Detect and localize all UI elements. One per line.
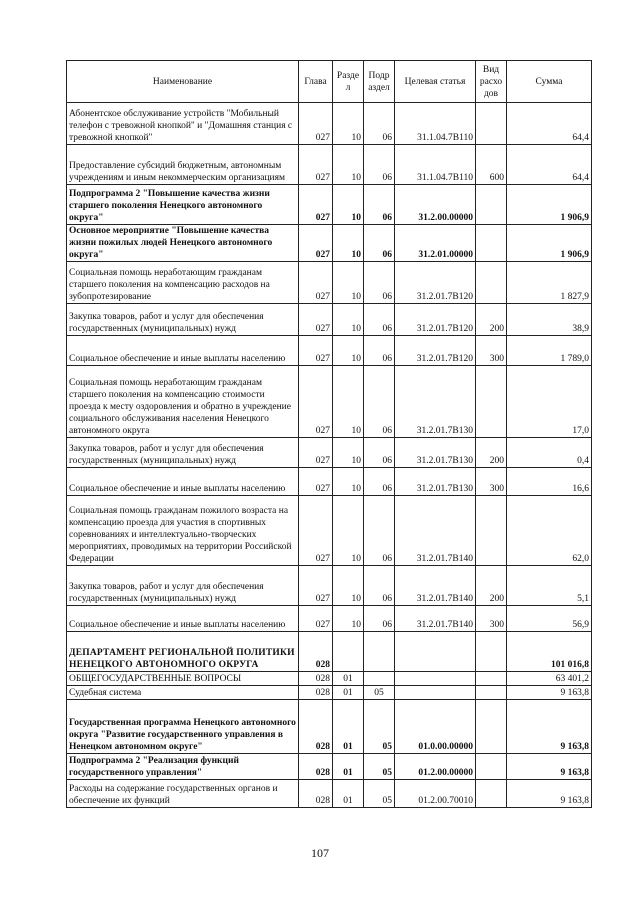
- row-vid: [476, 700, 507, 754]
- row-podrazdel: 05: [364, 686, 395, 700]
- row-razdel: 10: [333, 468, 364, 496]
- row-glava: 027: [299, 496, 333, 566]
- table-row: [67, 566, 592, 606]
- row-target: 01.0.00.00000: [395, 700, 476, 754]
- row-vid: [476, 262, 507, 304]
- header-razdel: Разде л: [333, 61, 364, 103]
- row-target: 01.2.00.70010: [395, 780, 476, 808]
- row-sum: 101 016,8: [507, 632, 592, 672]
- table-row: [67, 496, 592, 566]
- row-razdel: 01: [333, 780, 364, 808]
- row-target: 31.2.01.7В130: [395, 366, 476, 438]
- table-row: [67, 754, 592, 780]
- table-row: [67, 185, 592, 225]
- table-row: [67, 366, 592, 438]
- row-razdel: 10: [333, 145, 364, 185]
- row-sum: 64,4: [507, 103, 592, 145]
- table-row: [67, 336, 592, 366]
- row-razdel: 10: [333, 262, 364, 304]
- row-sum: 63 401,2: [507, 672, 592, 686]
- row-target: 31.2.00.00000: [395, 185, 476, 225]
- row-sum: 16,6: [507, 468, 592, 496]
- row-glava: 028: [299, 754, 333, 780]
- row-glava: 027: [299, 185, 333, 225]
- row-sum: 56,9: [507, 606, 592, 632]
- table-row: [67, 780, 592, 808]
- row-sum: 5,1: [507, 566, 592, 606]
- row-podrazdel: 06: [364, 606, 395, 632]
- row-name: Закупка товаров, работ и услуг для обеспечения государственных (муниципальных) нужд: [67, 566, 299, 606]
- row-podrazdel: 06: [364, 468, 395, 496]
- row-target: 31.2.01.7В140: [395, 606, 476, 632]
- row-razdel: 10: [333, 336, 364, 366]
- table-row: [67, 304, 592, 336]
- row-vid: 600: [476, 145, 507, 185]
- row-name: Социальная помощь неработающим гражданам старшего поколения на компенсацию расходов на зубопротезирование: [67, 262, 299, 304]
- row-glava: 027: [299, 336, 333, 366]
- row-sum: 1 906,9: [507, 185, 592, 225]
- row-vid: [476, 225, 507, 262]
- row-razdel: 01: [333, 686, 364, 700]
- row-glava: 028: [299, 700, 333, 754]
- row-sum: 62,0: [507, 496, 592, 566]
- table-row: [67, 632, 592, 672]
- table-row: [67, 672, 592, 686]
- row-vid: 200: [476, 566, 507, 606]
- row-glava: 028: [299, 672, 333, 686]
- row-target: 31.1.04.7В110: [395, 103, 476, 145]
- row-glava: 027: [299, 566, 333, 606]
- row-glava: 028: [299, 632, 333, 672]
- row-glava: 027: [299, 304, 333, 336]
- row-sum: 9 163,8: [507, 754, 592, 780]
- header-vid: Вид расхо дов: [476, 61, 507, 103]
- table-row: [67, 700, 592, 754]
- row-vid: [476, 366, 507, 438]
- row-podrazdel: 06: [364, 566, 395, 606]
- row-vid: 300: [476, 468, 507, 496]
- row-vid: [476, 754, 507, 780]
- row-target: 31.2.01.7В120: [395, 304, 476, 336]
- table-row: [67, 468, 592, 496]
- row-podrazdel: [364, 672, 395, 686]
- row-podrazdel: 06: [364, 225, 395, 262]
- table-row: [67, 103, 592, 145]
- row-name: Социальное обеспечение и иные выплаты населению: [67, 606, 299, 632]
- row-podrazdel: 06: [364, 145, 395, 185]
- header-glava: Глава: [299, 61, 333, 103]
- row-sum: 9 163,8: [507, 686, 592, 700]
- row-glava: 027: [299, 262, 333, 304]
- row-glava: 027: [299, 606, 333, 632]
- row-vid: [476, 496, 507, 566]
- page-number: 107: [311, 846, 329, 860]
- row-glava: 027: [299, 145, 333, 185]
- row-podrazdel: 06: [364, 336, 395, 366]
- row-razdel: 10: [333, 225, 364, 262]
- row-name: ОБЩЕГОСУДАРСТВЕННЫЕ ВОПРОСЫ: [67, 672, 299, 686]
- table-row: [67, 262, 592, 304]
- table-row: [67, 606, 592, 632]
- row-name: Закупка товаров, работ и услуг для обеспечения государственных (муниципальных) нужд: [67, 304, 299, 336]
- row-name: Расходы на содержание государственных органов и обеспечение их функций: [67, 780, 299, 808]
- row-glava: 027: [299, 468, 333, 496]
- row-podrazdel: 05: [364, 754, 395, 780]
- row-vid: [476, 686, 507, 700]
- row-name: Социальное обеспечение и иные выплаты населению: [67, 336, 299, 366]
- row-target: 31.2.01.7В130: [395, 438, 476, 468]
- row-vid: [476, 632, 507, 672]
- row-razdel: 10: [333, 103, 364, 145]
- row-name: Государственная программа Ненецкого автономного округа "Развитие государственного управления в Ненецком автономном округе": [67, 700, 299, 754]
- row-podrazdel: 06: [364, 304, 395, 336]
- row-vid: [476, 672, 507, 686]
- row-target: 31.1.04.7В110: [395, 145, 476, 185]
- row-name: Подпрограмма 2 "Повышение качества жизни старшего поколения Ненецкого автономного округа": [67, 185, 299, 225]
- row-name: Судебная система: [67, 686, 299, 700]
- row-vid: [476, 103, 507, 145]
- row-target: [395, 686, 476, 700]
- header-row: [67, 61, 592, 103]
- row-name: Социальная помощь неработающим гражданам старшего поколения на компенсацию стоимости проезда к месту оздоровления и обратно в учреждение социального обслуживания населения Ненецкого автономного округа: [67, 366, 299, 438]
- row-target: 31.2.01.7В140: [395, 496, 476, 566]
- row-glava: 028: [299, 780, 333, 808]
- row-podrazdel: 06: [364, 185, 395, 225]
- row-target: 31.2.01.7В140: [395, 566, 476, 606]
- row-sum: 38,9: [507, 304, 592, 336]
- row-razdel: 10: [333, 185, 364, 225]
- row-sum: 1 827,9: [507, 262, 592, 304]
- table-row: [67, 438, 592, 468]
- row-glava: 027: [299, 103, 333, 145]
- row-podrazdel: 05: [364, 780, 395, 808]
- row-name: Подпрограмма 2 "Реализация функций государственного управления": [67, 754, 299, 780]
- row-razdel: 10: [333, 566, 364, 606]
- row-target: 31.2.01.7В120: [395, 336, 476, 366]
- row-target: [395, 632, 476, 672]
- row-glava: 027: [299, 438, 333, 468]
- row-razdel: 01: [333, 754, 364, 780]
- row-podrazdel: 06: [364, 496, 395, 566]
- row-name: Закупка товаров, работ и услуг для обеспечения государственных (муниципальных) нужд: [67, 438, 299, 468]
- row-vid: 200: [476, 304, 507, 336]
- row-name: Социальное обеспечение и иные выплаты населению: [67, 468, 299, 496]
- row-target: 31.2.01.7В130: [395, 468, 476, 496]
- row-podrazdel: 06: [364, 262, 395, 304]
- row-razdel: 10: [333, 496, 364, 566]
- row-vid: 300: [476, 336, 507, 366]
- header-target: Целевая статья: [395, 61, 476, 103]
- table-row: [67, 145, 592, 185]
- row-target: 31.2.01.7В120: [395, 262, 476, 304]
- table-row: [67, 686, 592, 700]
- row-vid: 200: [476, 438, 507, 468]
- row-glava: 027: [299, 366, 333, 438]
- row-vid: 300: [476, 606, 507, 632]
- row-sum: 64,4: [507, 145, 592, 185]
- table-row: [67, 225, 592, 262]
- row-sum: 0,4: [507, 438, 592, 468]
- header-podrazdel: Подр аздел: [364, 61, 395, 103]
- row-vid: [476, 185, 507, 225]
- row-name: ДЕПАРТАМЕНТ РЕГИОНАЛЬНОЙ ПОЛИТИКИ НЕНЕЦКОГО АВТОНОМНОГО ОКРУГА: [67, 632, 299, 672]
- row-razdel: 10: [333, 304, 364, 336]
- row-podrazdel: 05: [364, 700, 395, 754]
- row-razdel: 10: [333, 606, 364, 632]
- row-podrazdel: 06: [364, 438, 395, 468]
- row-razdel: 01: [333, 672, 364, 686]
- row-target: 01.2.00.00000: [395, 754, 476, 780]
- header-sum: Сумма: [507, 61, 592, 103]
- row-name: Абонентское обслуживание устройств "Мобильный телефон с тревожной кнопкой" и "Домашняя станция с тревожной кнопкой": [67, 103, 299, 145]
- row-name: Основное мероприятие "Повышение качества жизни пожилых людей Ненецкого автономного округа": [67, 225, 299, 262]
- header-name: Наименование: [67, 61, 299, 103]
- row-target: 31.2.01.00000: [395, 225, 476, 262]
- row-vid: [476, 780, 507, 808]
- budget-table: [66, 60, 592, 808]
- row-name: Предоставление субсидий бюджетным, автономным учреждениям и иным некоммерческим организациям: [67, 145, 299, 185]
- row-podrazdel: 06: [364, 366, 395, 438]
- row-razdel: 01: [333, 700, 364, 754]
- row-sum: 9 163,8: [507, 780, 592, 808]
- row-razdel: [333, 632, 364, 672]
- row-name: Социальная помощь гражданам пожилого возраста на компенсацию проезда для участия в спортивных соревнованиях и интеллектуально-творческих мероприятиях, проводимых на территории Российской Федерации: [67, 496, 299, 566]
- row-podrazdel: [364, 632, 395, 672]
- row-sum: 9 163,8: [507, 700, 592, 754]
- row-sum: 1 906,9: [507, 225, 592, 262]
- row-podrazdel: 06: [364, 103, 395, 145]
- row-razdel: 10: [333, 438, 364, 468]
- row-razdel: 10: [333, 366, 364, 438]
- row-sum: 17,0: [507, 366, 592, 438]
- row-glava: 028: [299, 686, 333, 700]
- row-glava: 027: [299, 225, 333, 262]
- row-target: [395, 672, 476, 686]
- row-sum: 1 789,0: [507, 336, 592, 366]
